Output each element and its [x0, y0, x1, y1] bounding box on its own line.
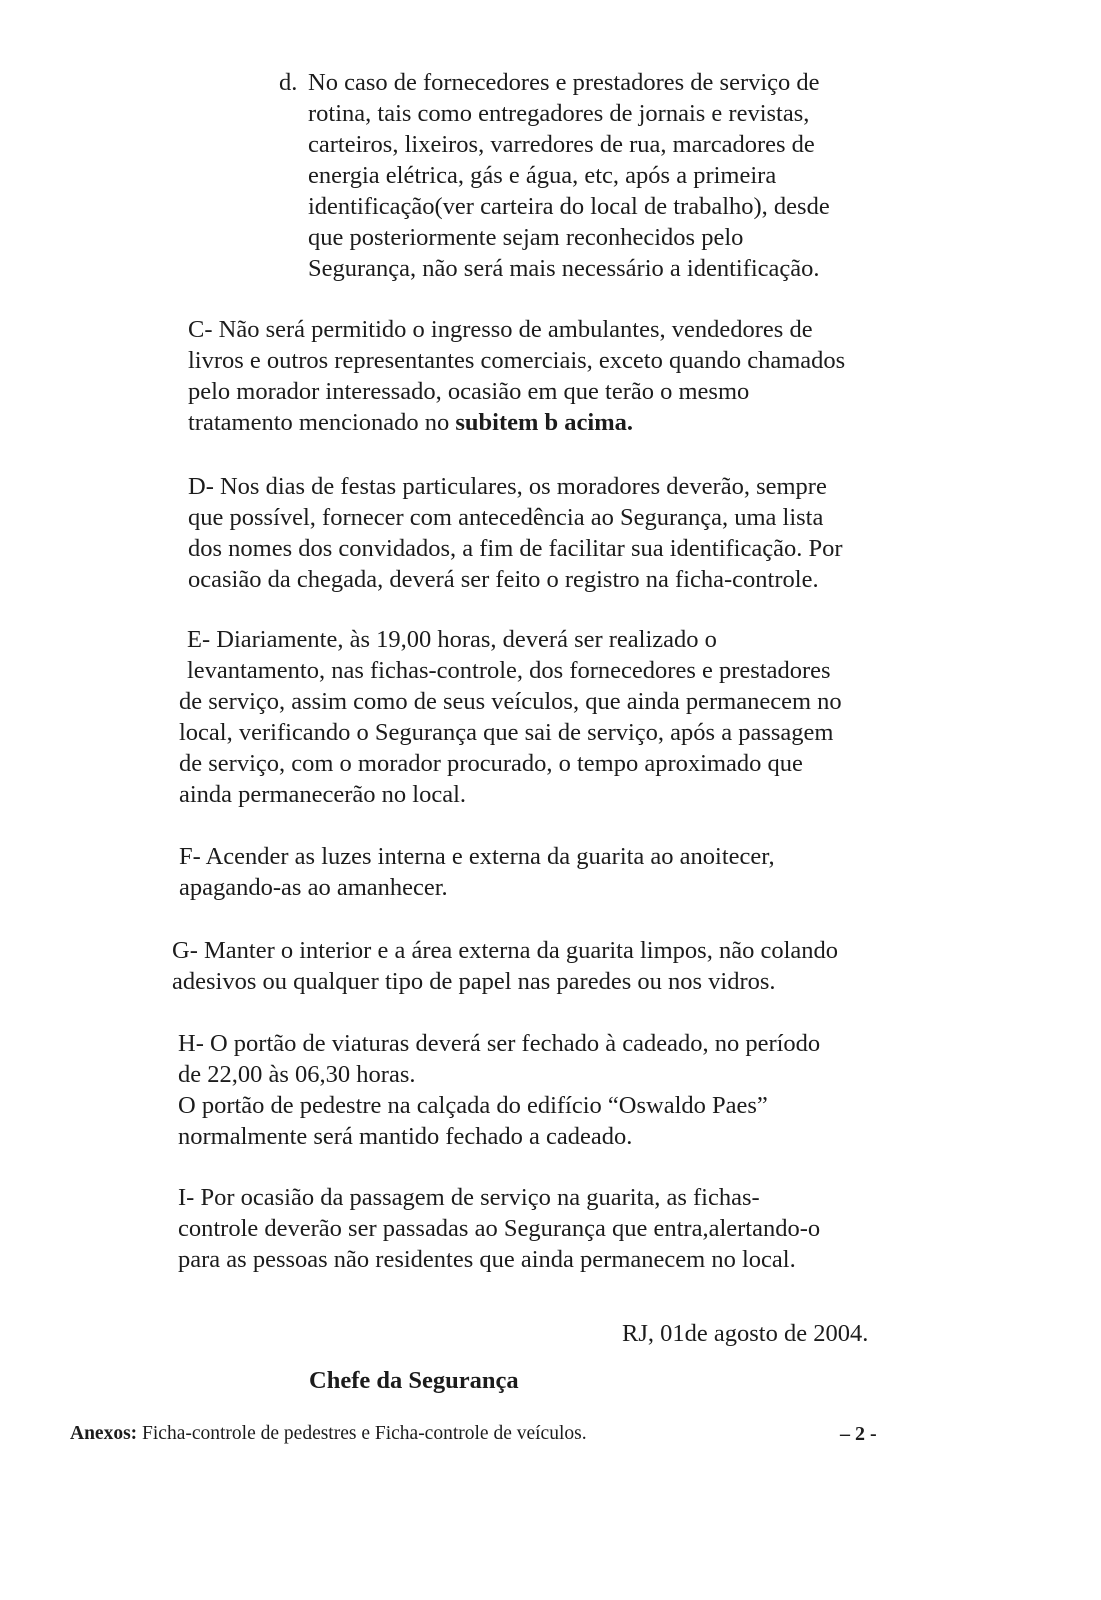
item-e-line: ainda permanecerão no local.	[179, 781, 467, 808]
item-c-line: C- Não será permitido o ingresso de ambulantes, vendedores de	[188, 316, 813, 343]
item-d-line: energia elétrica, gás e água, etc, após a primeira	[308, 162, 777, 189]
subitem-reference: subitem b acima.	[455, 409, 633, 436]
item-e-line: E- Diariamente, às 19,00 horas, deverá ser realizado o	[187, 626, 717, 653]
item-c-line: pelo morador interessado, ocasião em que terão o mesmo	[188, 378, 750, 405]
item-f-line: F- Acender as luzes interna e externa da guarita ao anoitecer,	[179, 843, 775, 870]
item-i-line: I- Por ocasião da passagem de serviço na guarita, as fichas-	[178, 1184, 760, 1211]
item-d2-line: ocasião da chegada, deverá ser feito o registro na ficha-controle.	[188, 566, 819, 593]
item-h-line: O portão de pedestre na calçada do edifício “Oswaldo Paes”	[178, 1092, 768, 1119]
item-d-line: identificação(ver carteira do local de trabalho), desde	[308, 193, 830, 220]
item-i-marker: I-	[178, 1184, 195, 1211]
item-d2-line: dos nomes dos convidados, a fim de facilitar sua identificação. Por	[188, 535, 843, 562]
item-d2-line: D- Nos dias de festas particulares, os moradores deverão, sempre	[188, 473, 827, 500]
item-e-paragraph	[179, 624, 842, 810]
item-f-line: apagando-as ao amanhecer.	[179, 874, 448, 901]
page-number: – 2 -	[840, 1423, 877, 1445]
item-d2-marker: D-	[188, 473, 214, 500]
annex-label: Anexos:	[70, 1423, 138, 1444]
item-c-paragraph	[188, 314, 845, 438]
item-h-line: normalmente será mantido fechado a cadeado.	[178, 1123, 633, 1150]
annex-text: Ficha-controle de pedestres e Ficha-controle de veículos.	[137, 1423, 587, 1444]
item-c-line: tratamento mencionado no subitem b acima.	[188, 409, 633, 436]
item-f-paragraph	[179, 841, 775, 903]
item-d-line: rotina, tais como entregadores de jornais e revistas,	[308, 100, 810, 127]
item-d-line: carteiros, lixeiros, varredores de rua, marcadores de	[308, 131, 815, 158]
item-d-line: Segurança, não será mais necessário a identificação.	[308, 255, 820, 282]
item-g-line: adesivos ou qualquer tipo de papel nas paredes ou nos vidros.	[172, 968, 776, 995]
item-d-paragraph	[308, 67, 830, 284]
item-d2-paragraph	[188, 471, 843, 595]
item-e-line: de serviço, assim como de seus veículos, que ainda permanecem no	[179, 688, 842, 715]
item-d-line: que posteriormente sejam reconhecidos pelo	[308, 224, 744, 251]
annex-note	[70, 1423, 587, 1445]
item-g-paragraph	[172, 935, 838, 997]
item-d-line: No caso de fornecedores e prestadores de serviço de	[308, 69, 820, 96]
signature-title: Chefe da Segurança	[309, 1367, 519, 1394]
item-h-paragraph	[178, 1028, 820, 1152]
item-h-marker: H-	[178, 1030, 204, 1057]
item-d2-line: que possível, fornecer com antecedência ao Segurança, uma lista	[188, 504, 824, 531]
item-i-paragraph	[178, 1182, 820, 1275]
item-f-marker: F-	[179, 843, 201, 870]
document-date: RJ, 01de agosto de 2004.	[622, 1320, 869, 1347]
item-e-line: local, verificando o Segurança que sai de serviço, após a passagem	[179, 719, 834, 746]
item-c-line: livros e outros representantes comerciais, exceto quando chamados	[188, 347, 846, 374]
item-i-line: para as pessoas não residentes que ainda permanecem no local.	[178, 1246, 796, 1273]
item-i-line: controle deverão ser passadas ao Segurança que entra,alertando-o	[178, 1215, 821, 1242]
item-h-line: de 22,00 às 06,30 horas.	[178, 1061, 416, 1088]
item-g-line: G- Manter o interior e a área externa da guarita limpos, não colando	[172, 937, 838, 964]
item-d-marker: d.	[279, 69, 298, 96]
item-g-marker: G-	[172, 937, 198, 964]
item-e-line: levantamento, nas fichas-controle, dos fornecedores e prestadores	[187, 657, 831, 684]
item-h-line: H- O portão de viaturas deverá ser fechado à cadeado, no período	[178, 1030, 821, 1057]
item-e-line: de serviço, com o morador procurado, o tempo aproximado que	[179, 750, 803, 777]
item-c-marker: C-	[188, 316, 213, 343]
item-e-marker: E-	[187, 626, 211, 653]
